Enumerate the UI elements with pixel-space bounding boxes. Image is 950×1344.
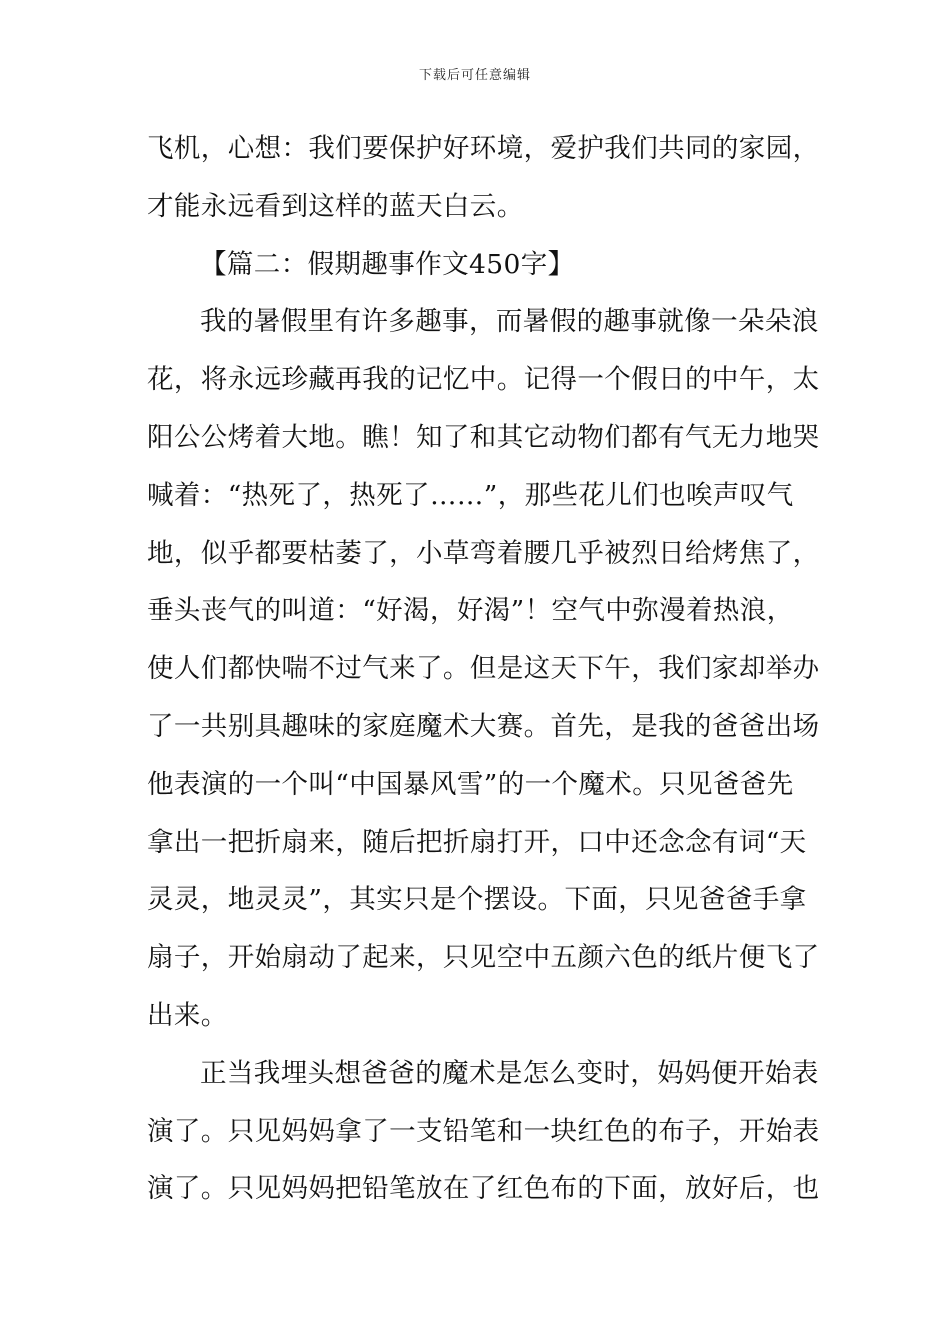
text-line: 演了。只见妈妈拿了一支铅笔和一块红色的布子，开始表 [147, 1115, 820, 1147]
text-line: 地，似乎都要枯萎了，小草弯着腰几乎被烈日给烤焦了， [147, 537, 820, 569]
document-body [147, 120, 820, 1218]
text-line: 花，将永远珍藏再我的记忆中。记得一个假日的中午，太 [147, 364, 820, 396]
text-line: 扇子，开始扇动了起来，只见空中五颜六色的纸片便飞了 [147, 942, 820, 974]
text-line: 他表演的一个叫“中国暴风雪”的一个魔术。只见爸爸先 [147, 768, 794, 800]
section-heading: 【篇二：假期趣事作文450字】 [200, 248, 575, 280]
text-line: 使人们都快喘不过气来了。但是这天下午，我们家却举办 [147, 653, 820, 685]
text-line: 阳公公烤着大地。瞧！知了和其它动物们都有气无力地哭 [147, 421, 820, 453]
text-line: 灵灵，地灵灵”，其实只是个摆设。下面，只见爸爸手拿 [147, 884, 807, 916]
text-line: 拿出一把折扇来，随后把折扇打开，口中还念念有词“天 [147, 826, 807, 858]
text-line: 正当我埋头想爸爸的魔术是怎么变时，妈妈便开始表 [200, 1057, 819, 1089]
text-line: 才能永远看到这样的蓝天白云。 [147, 190, 524, 222]
text-line: 出来。 [147, 999, 228, 1031]
text-line: 了一共别具趣味的家庭魔术大赛。首先，是我的爸爸出场 [147, 710, 820, 742]
text-line: 喊着：“热死了，热死了……”，那些花儿们也唉声叹气 [147, 479, 794, 511]
text-line: 飞机，心想：我们要保护好环境，爱护我们共同的家园， [147, 133, 820, 164]
text-line: 垂头丧气的叫道：“好渴，好渴”！空气中弥漫着热浪， [147, 595, 794, 627]
text-line: 演了。只见妈妈把铅笔放在了红色布的下面，放好后，也 [147, 1173, 820, 1205]
page-header: 下载后可任意编辑 [418, 68, 531, 83]
text-line: 我的暑假里有许多趣事，而暑假的趣事就像一朵朵浪 [200, 306, 819, 338]
